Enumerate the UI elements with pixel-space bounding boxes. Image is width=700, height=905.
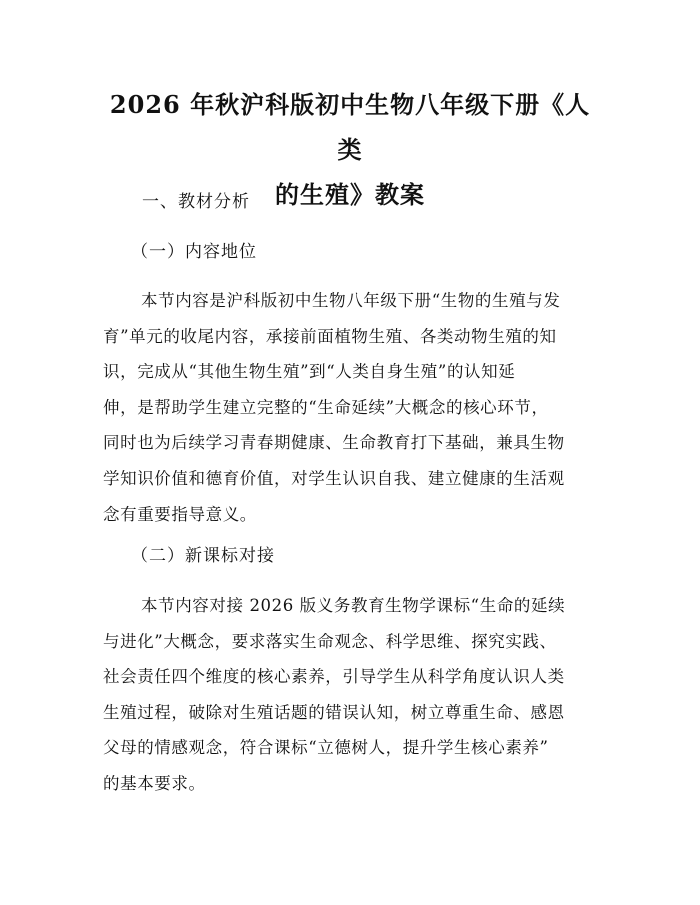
paragraph-line: 社会责任四个维度的核心素养，引导学生从科学角度认识人类 <box>103 667 565 687</box>
paragraph-line: 本节内容是沪科版初中生物八年级下册“生物的生殖与发 <box>141 291 561 310</box>
subheading-content-position: （一）内容地位 <box>131 242 257 262</box>
paragraph-content-position <box>103 283 603 532</box>
subheading-curriculum-alignment: （二）新课标对接 <box>131 546 275 566</box>
document-title <box>103 0 597 217</box>
section-heading-textbook-analysis: 一、教材分析 <box>142 192 250 212</box>
paragraph-line: 育”单元的收尾内容，承接前面植物生殖、各类动物生殖的知 <box>103 326 557 346</box>
paragraph-line: 父母的情感观念，符合课标“立德树人，提升学生核心素养” <box>103 738 549 758</box>
paragraph-line: 念有重要指导意义。 <box>103 504 257 524</box>
paragraph-line: 同时也为后续学习青春期健康、生命教育打下基础，兼具生物 <box>103 433 565 453</box>
paragraph-line: 的基本要求。 <box>103 773 206 793</box>
paragraph-curriculum-alignment <box>103 588 603 802</box>
paragraph-line: 学知识价值和德育价值，对学生认识自我、建立健康的生活观 <box>103 468 565 488</box>
title-line: 的生殖》教案 <box>275 180 425 209</box>
paragraph-line: 本节内容对接 2026 版义务教育生物学课标“生命的延续 <box>141 596 566 615</box>
paragraph-line: 伸，是帮助学生建立完整的“生命延续”大概念的核心环节， <box>103 397 549 417</box>
paragraph-line: 生殖过程，破除对生殖话题的错误认知，树立尊重生命、感恩 <box>103 702 565 722</box>
title-line: 2026 年秋沪科版初中生物八年级下册《人类 <box>109 90 591 164</box>
paragraph-line: 识，完成从“其他生物生殖”到“人类自身生殖”的认知延 <box>103 362 516 382</box>
paragraph-line: 与进化”大概念，要求落实生命观念、科学思维、探究实践、 <box>103 631 557 651</box>
